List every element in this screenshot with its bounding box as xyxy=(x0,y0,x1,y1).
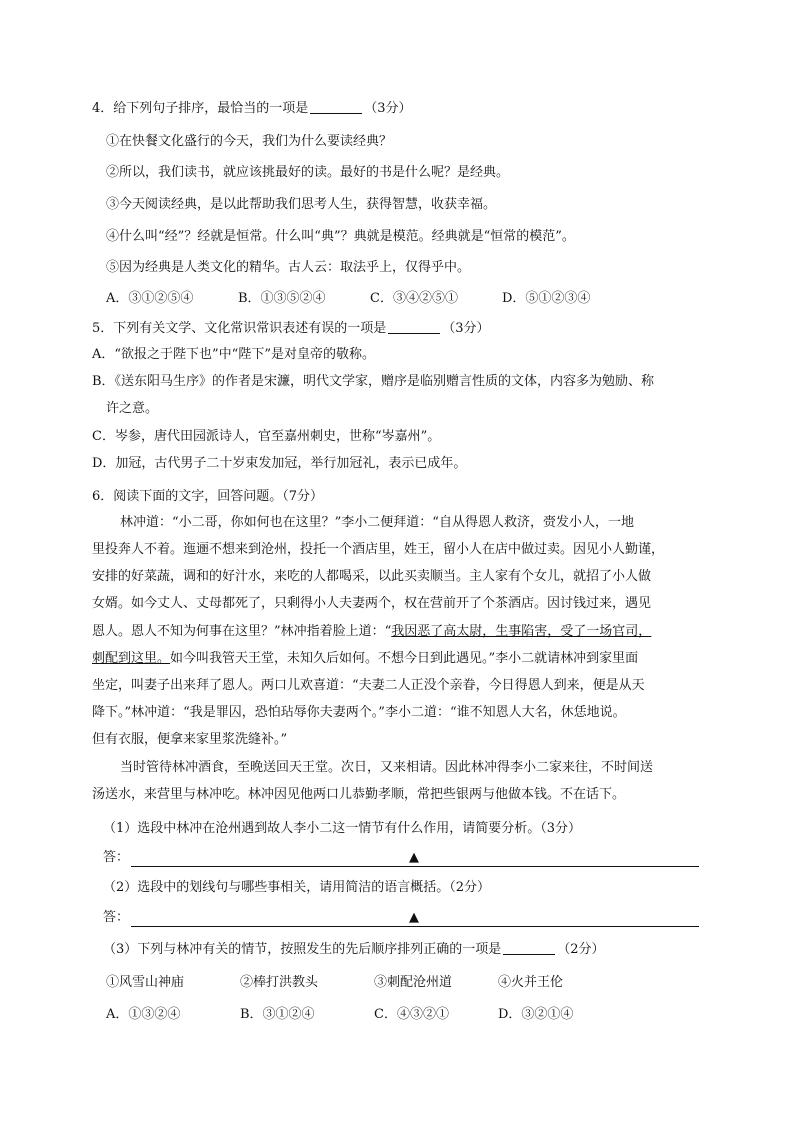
passage-line: 但有衣服，便拿来家里浆洗缝补。” xyxy=(92,732,288,747)
q4-answer-blank[interactable] xyxy=(310,100,362,114)
q5-option-b[interactable]: B．《送东阳马生序》的作者是宋濂，明代文学家，赠序是临别赠言性质的文体，内容多为勉励、称 xyxy=(92,374,655,389)
q6-option-b[interactable]: B．③①②④ xyxy=(240,1007,315,1022)
q4-stem-text: 4．给下列句子排序，最恰当的一项是 xyxy=(92,101,309,116)
underlined-sentence-end: 刺配到这里。 xyxy=(92,651,171,666)
answer-label: 答： xyxy=(103,850,130,865)
event-1: ①风雪山神庙 xyxy=(106,975,185,990)
event-3: ③刺配沧州道 xyxy=(374,975,453,990)
q5-stem xyxy=(92,320,490,338)
q5-option-b-cont: 许之意。 xyxy=(106,401,159,416)
passage-line: 当时管待林冲酒食，至晚送回天王堂。次日，又来相请。因此林冲得李小二家来往，不时间送 xyxy=(120,760,654,775)
q6-sub2-answer[interactable] xyxy=(103,909,703,931)
triangle-icon: ▲ xyxy=(409,850,419,865)
q4-sentence-5: ⑤因为经典是人类文化的精华。古人云：取法乎上，仅得乎中。 xyxy=(106,260,471,275)
q6-stem: 6．阅读下面的文字，回答问题。（7分） xyxy=(92,489,324,504)
q4-score: （3分） xyxy=(364,101,412,116)
passage-line: 坐定，叫妻子出来拜了恩人。两口儿欢喜道：“夫妻二人正没个亲眷，今日得恩人到来，便是从天 xyxy=(92,678,645,693)
q4-option-c[interactable]: C．③④②⑤① xyxy=(370,291,458,306)
q6-sub2: （2）选段中的划线句与哪些事相关，请用简洁的语言概括。（2分） xyxy=(103,880,491,895)
q5-option-a[interactable]: A．“欲报之于陛下也”中“陛下”是对皇帝的敬称。 xyxy=(92,347,375,362)
q4-sentence-4: ④什么叫“经”？经就是恒常。什么叫“典”？典就是模范。经典就是“恒常的模范”。 xyxy=(106,229,575,244)
passage-line xyxy=(92,623,651,641)
q6-option-a[interactable]: A．①③②④ xyxy=(106,1007,181,1022)
q4-stem xyxy=(92,100,412,118)
q6-option-c[interactable]: C．④③②① xyxy=(374,1007,449,1022)
q6-sub3 xyxy=(103,941,605,959)
passage-line: 林冲道：“小二哥，你如何也在这里？”李小二便拜道：“自从得恩人救济，赍发小人，一地 xyxy=(120,515,634,530)
q6-events xyxy=(106,974,563,992)
q6-sub3-answer-blank[interactable] xyxy=(503,941,555,955)
passage-line xyxy=(92,650,638,668)
q5-score: （3分） xyxy=(442,321,490,336)
passage-text: 恩人。恩人不知为何事在这里？”林冲指着脸上道：“ xyxy=(92,624,392,639)
q6-option-d[interactable]: D．③②①④ xyxy=(498,1007,574,1022)
q6-options xyxy=(106,1006,573,1024)
q5-option-d[interactable]: D．加冠，古代男子二十岁束发加冠，举行加冠礼，表示已成年。 xyxy=(92,456,467,471)
q6-sub3-text: （3）下列与林冲有关的情节，按照发生的先后顺序排列正确的一项是 xyxy=(103,942,502,957)
passage-text: 如今叫我管天王堂，未知久后如何。不想今日到此遇见。”李小二就请林冲到家里面 xyxy=(170,651,639,666)
q4-sentence-1: ①在快餐文化盛行的今天，我们为什么要读经典？ xyxy=(106,134,393,149)
event-2: ②棒打洪教头 xyxy=(240,975,319,990)
q4-sentence-2: ②所以，我们读书，就应该挑最好的读。最好的书是什么呢？是经典。 xyxy=(106,165,510,180)
q4-option-a[interactable]: A．③①②⑤④ xyxy=(106,291,194,306)
triangle-icon: ▲ xyxy=(409,910,419,925)
q4-option-b[interactable]: B．①③⑤②④ xyxy=(238,291,326,306)
q5-option-c[interactable]: C．岑参，唐代田园派诗人，官至嘉州刺史，世称“岑嘉州”。 xyxy=(92,429,441,444)
q5-answer-blank[interactable] xyxy=(388,320,440,334)
q4-sentence-3: ③今天阅读经典，是以此帮助我们思考人生，获得智慧，收获幸福。 xyxy=(106,197,497,212)
q6-sub1-answer[interactable] xyxy=(103,849,703,871)
passage-line: 女婿。如今丈人、丈母都死了，只剩得小人夫妻两个，权在营前开了个茶酒店。因讨钱过来，遇见 xyxy=(92,596,652,611)
q5-stem-text: 5．下列有关文学、文化常识常识表述有误的一项是 xyxy=(92,321,387,336)
q6-sub1: （1）选段中林冲在沧州遇到故人李小二这一情节有什么作用，请简要分析。（3分） xyxy=(103,821,582,836)
answer-label: 答： xyxy=(103,910,130,925)
q4-option-d[interactable]: D．⑤①②③④ xyxy=(502,291,591,306)
q6-sub3-score: （2分） xyxy=(557,942,605,957)
underlined-sentence: 我因恶了高太尉，生事陷害，受了一场官司， xyxy=(391,624,652,639)
passage-line: 里投奔人不着。迤逦不想来到沧州，投托一个酒店里，姓王，留小人在店中做过卖。因见小人勤谨， xyxy=(92,542,665,557)
passage-line: 安排的好菜蔬，调和的好汁水，来吃的人都喝采，以此买卖顺当。主人家有个女儿，就招了小人做 xyxy=(92,569,652,584)
passage-line: 汤送水，来营里与林冲吃。林冲因见他两口儿恭勤孝顺，常把些银两与他做本钱。不在话下。 xyxy=(92,787,626,802)
passage-line: 降下。”林冲道：“我是罪囚，恐怕玷辱你夫妻两个。”李小二道：“谁不知恩人大名，休恁地说。 xyxy=(92,705,626,720)
q4-options xyxy=(106,290,590,308)
event-4: ④火并王伦 xyxy=(498,975,564,990)
